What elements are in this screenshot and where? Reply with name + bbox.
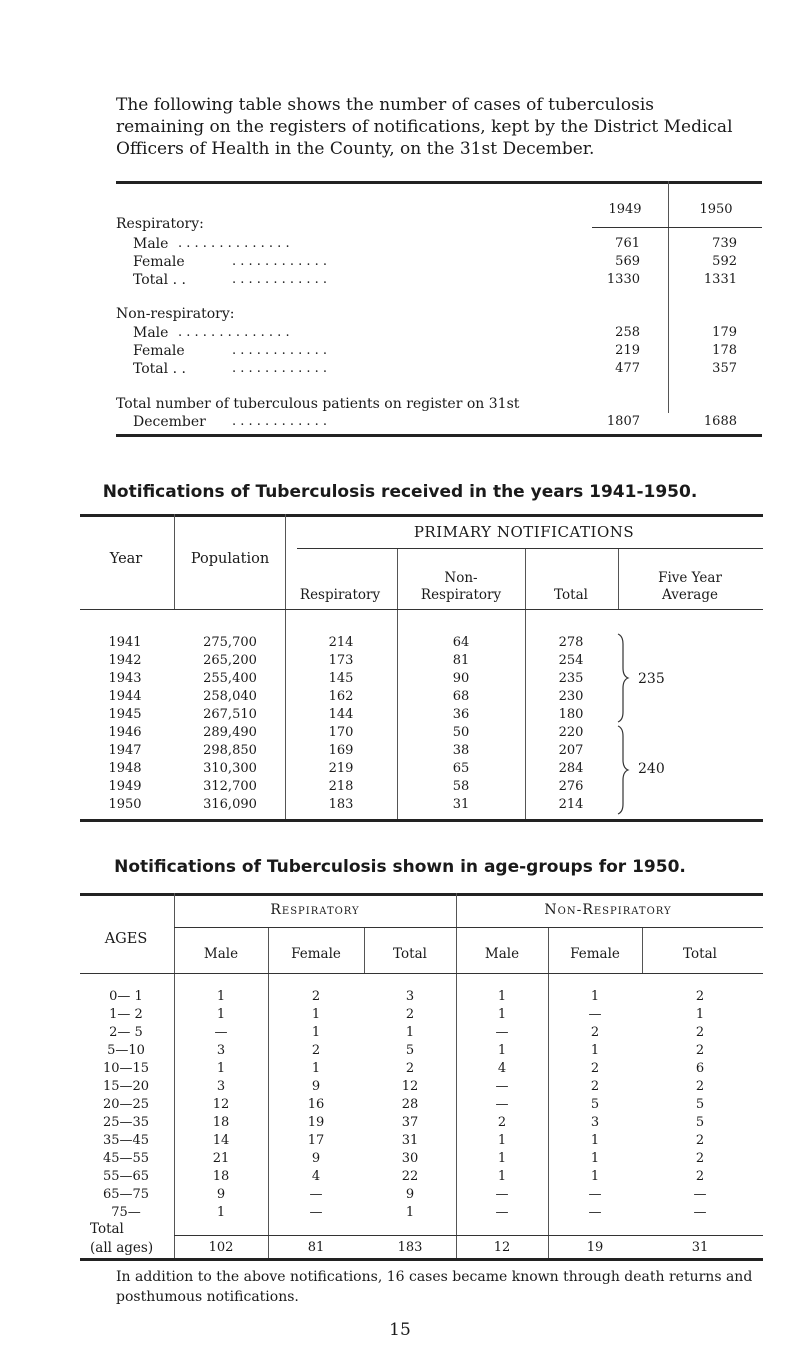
total-label-line2: December	[133, 414, 206, 430]
value-1949: 219	[615, 343, 640, 358]
group-header-respiratory: Respiratory	[270, 902, 360, 918]
nonresp-total: 2	[695, 1025, 705, 1040]
row-label: Male	[133, 325, 169, 341]
header-bottom-rule	[80, 609, 763, 610]
year: 1946	[108, 725, 142, 740]
col-header-respiratory: Respiratory	[299, 587, 381, 603]
footer-note: In addition to the above notifications, 16 cases became known through death returns and posthumous notifications.	[116, 1269, 753, 1305]
non-respiratory: 31	[452, 797, 470, 812]
non-respiratory: 64	[452, 635, 470, 650]
resp-total: 2	[405, 1007, 415, 1022]
resp-female: 1	[311, 1061, 321, 1076]
resp-male: 18	[212, 1169, 230, 1184]
respiratory: 144	[328, 707, 354, 722]
resp-male: 3	[216, 1043, 226, 1058]
age-group: 20—25	[102, 1097, 150, 1112]
leader-dots: . . . . . . . . . . . .	[232, 343, 328, 358]
column-divider	[642, 927, 643, 973]
total: 180	[558, 707, 584, 722]
group-header-non-respiratory: Non-Respiratory	[544, 902, 672, 918]
col-header-avg-1: Five Year	[658, 570, 722, 586]
table-top-rule	[116, 181, 762, 184]
year: 1944	[108, 689, 142, 704]
total-1949: 1807	[606, 414, 640, 429]
non-respiratory: 58	[452, 779, 470, 794]
age-group: 75—	[111, 1205, 141, 1220]
resp-total: 5	[405, 1043, 415, 1058]
respiratory: 169	[328, 743, 354, 758]
total-label-line1: Total number of tuberculous patients on register on 31st	[116, 396, 520, 412]
col-header-nonresp-male: Male	[484, 946, 520, 962]
table-top-rule	[80, 514, 763, 517]
nonresp-female: —	[588, 1187, 602, 1202]
non-respiratory: 65	[452, 761, 470, 776]
respiratory: 219	[328, 761, 354, 776]
nonresp-female: 1	[590, 989, 600, 1004]
col-header-nonresp-female: Female	[570, 946, 620, 962]
row-label: Female	[133, 343, 185, 359]
group-header-primary-notifications: PRIMARY NOTIFICATIONS	[413, 523, 635, 541]
col-header-avg-2: Average	[662, 587, 718, 603]
resp-male: 14	[212, 1133, 230, 1148]
resp-total: 30	[401, 1151, 419, 1166]
value-1949: 477	[615, 361, 640, 376]
resp-female: 1	[311, 1007, 321, 1022]
col-header-resp-male: Male	[203, 946, 239, 962]
non-respiratory: 50	[452, 725, 470, 740]
year: 1941	[108, 635, 142, 650]
leader-dots: . . . . . . . . . . . . . .	[178, 236, 290, 251]
respiratory-heading: Respiratory:	[116, 216, 204, 232]
nonresp-female: 2	[590, 1061, 600, 1076]
group-header-rule	[174, 927, 763, 928]
total-resp-male: 102	[208, 1240, 234, 1255]
nonresp-female: 2	[590, 1079, 600, 1094]
resp-male: 1	[216, 989, 226, 1004]
non-respiratory: 81	[452, 653, 470, 668]
total-row-rule	[174, 1235, 763, 1236]
leader-dots: . . . . . . . . . . . .	[232, 272, 328, 287]
notifications-title: Notifications of Tuberculosis received in the years 1941-1950.	[102, 482, 698, 502]
value-1950: 1331	[703, 272, 737, 287]
population: 289,490	[203, 725, 257, 740]
col-header-resp-female: Female	[291, 946, 341, 962]
nonresp-male: —	[495, 1079, 509, 1094]
column-divider	[268, 927, 269, 1258]
brace-icon	[618, 634, 628, 722]
header-rule	[592, 227, 762, 228]
nonresp-male: 1	[497, 1151, 507, 1166]
resp-female: 17	[307, 1133, 325, 1148]
nonresp-male: 1	[497, 1043, 507, 1058]
resp-total: 1	[405, 1025, 415, 1040]
nonresp-male: —	[495, 1187, 509, 1202]
resp-total: 9	[405, 1187, 415, 1202]
value-1949: 1330	[606, 272, 640, 287]
nonresp-female: 1	[590, 1151, 600, 1166]
population: 312,700	[203, 779, 257, 794]
age-group: 1— 2	[109, 1007, 143, 1022]
population: 267,510	[203, 707, 257, 722]
year: 1945	[108, 707, 142, 722]
total-label-2: (all ages)	[90, 1240, 154, 1256]
resp-male: —	[214, 1025, 228, 1040]
resp-male: 12	[212, 1097, 230, 1112]
total: 214	[558, 797, 584, 812]
table-bottom-rule	[116, 434, 762, 437]
age-group: 45—55	[102, 1151, 150, 1166]
column-divider	[456, 893, 457, 1258]
nonresp-male: 1	[497, 1133, 507, 1148]
row-label: Total . .	[133, 272, 186, 288]
year: 1947	[108, 743, 142, 758]
respiratory: 218	[328, 779, 354, 794]
total-nonresp-total: 31	[691, 1240, 709, 1255]
col-header-1949: 1949	[608, 202, 642, 217]
table-bottom-rule	[80, 819, 763, 822]
age-group: 65—75	[102, 1187, 150, 1202]
age-group: 10—15	[102, 1061, 150, 1076]
nonresp-male: 1	[497, 1169, 507, 1184]
brace-group	[612, 632, 632, 816]
resp-male: 1	[216, 1007, 226, 1022]
nonresp-male: 1	[497, 989, 507, 1004]
respiratory: 145	[328, 671, 354, 686]
col-header-total: Total	[554, 587, 588, 603]
population: 316,090	[203, 797, 257, 812]
leader-dots: . . . . . . . . . . . .	[232, 414, 328, 429]
column-divider	[668, 181, 669, 413]
column-divider	[174, 893, 175, 1258]
resp-total: 28	[401, 1097, 419, 1112]
row-label: Male	[133, 236, 169, 252]
nonresp-male: —	[495, 1097, 509, 1112]
nonresp-male: —	[495, 1205, 509, 1220]
table-bottom-rule	[80, 1258, 763, 1261]
col-header-nonresp-1: Non-	[444, 570, 478, 586]
resp-total: 37	[401, 1115, 419, 1130]
nonresp-total: 6	[695, 1061, 705, 1076]
nonresp-total: 2	[695, 989, 705, 1004]
respiratory: 214	[328, 635, 354, 650]
nonresp-male: —	[495, 1025, 509, 1040]
total: 220	[558, 725, 584, 740]
value-1950: 357	[712, 361, 737, 376]
resp-male: 1	[216, 1061, 226, 1076]
avg-1946-1950: 240	[638, 761, 665, 777]
resp-male: 9	[216, 1187, 226, 1202]
intro-paragraph: The following table shows the number of cases of tuberculosis remaining on the registers of notifications, kept by the District Medical Officers of Health in the County, on the 31st December.	[116, 95, 733, 159]
nonrespiratory-heading: Non-respiratory:	[116, 306, 235, 322]
non-respiratory: 38	[452, 743, 470, 758]
age-groups-title: Notifications of Tuberculosis shown in age-groups for 1950.	[114, 857, 686, 877]
nonresp-female: —	[588, 1007, 602, 1022]
nonresp-total: 2	[695, 1151, 705, 1166]
nonresp-total: 2	[695, 1079, 705, 1094]
nonresp-female: —	[588, 1205, 602, 1220]
age-group: 55—65	[102, 1169, 150, 1184]
total: 278	[558, 635, 584, 650]
leader-dots: . . . . . . . . . . . .	[232, 361, 328, 376]
nonresp-total: 2	[695, 1043, 705, 1058]
resp-total: 31	[401, 1133, 419, 1148]
resp-total: 12	[401, 1079, 419, 1094]
non-respiratory: 68	[452, 689, 470, 704]
nonresp-male: 4	[497, 1061, 507, 1076]
resp-female: —	[309, 1187, 323, 1202]
nonresp-female: 3	[590, 1115, 600, 1130]
year: 1948	[108, 761, 142, 776]
row-label: Female	[133, 254, 185, 270]
value-1950: 178	[712, 343, 737, 358]
resp-total: 22	[401, 1169, 419, 1184]
population: 255,400	[203, 671, 257, 686]
avg-1941-1945: 235	[638, 671, 665, 687]
total-resp-female: 81	[307, 1240, 325, 1255]
nonresp-female: 1	[590, 1133, 600, 1148]
nonresp-total: —	[693, 1187, 707, 1202]
row-label: Total . .	[133, 361, 186, 377]
resp-male: 21	[212, 1151, 230, 1166]
col-header-ages: AGES	[104, 931, 148, 947]
total: 284	[558, 761, 584, 776]
column-divider	[174, 514, 175, 610]
resp-total: 1	[405, 1205, 415, 1220]
total-resp-total: 183	[397, 1240, 423, 1255]
respiratory: 183	[328, 797, 354, 812]
col-header-year: Year	[109, 551, 143, 567]
population: 275,700	[203, 635, 257, 650]
resp-female: 2	[311, 989, 321, 1004]
resp-female: 4	[311, 1169, 321, 1184]
total-nonresp-female: 19	[586, 1240, 604, 1255]
column-divider	[618, 548, 619, 610]
total-nonresp-male: 12	[493, 1240, 511, 1255]
total: 235	[558, 671, 584, 686]
nonresp-total: 1	[695, 1007, 705, 1022]
nonresp-total: 2	[695, 1169, 705, 1184]
col-header-nonresp-total: Total	[683, 946, 717, 962]
column-divider	[397, 548, 398, 819]
total: 230	[558, 689, 584, 704]
resp-female: 9	[311, 1079, 321, 1094]
resp-male: 18	[212, 1115, 230, 1130]
non-respiratory: 36	[452, 707, 470, 722]
table-top-rule	[80, 893, 763, 896]
total-1950: 1688	[703, 414, 737, 429]
column-divider	[525, 548, 526, 819]
age-group: 35—45	[102, 1133, 150, 1148]
total-label-1: Total	[90, 1221, 124, 1237]
year: 1942	[108, 653, 142, 668]
value-1950: 739	[712, 236, 737, 251]
age-group: 15—20	[102, 1079, 150, 1094]
non-respiratory: 90	[452, 671, 470, 686]
resp-female: 16	[307, 1097, 325, 1112]
nonresp-female: 2	[590, 1025, 600, 1040]
respiratory: 173	[328, 653, 354, 668]
value-1949: 258	[615, 325, 640, 340]
nonresp-female: 1	[590, 1043, 600, 1058]
population: 258,040	[203, 689, 257, 704]
resp-female: 9	[311, 1151, 321, 1166]
resp-female: 19	[307, 1115, 325, 1130]
page-number: 15	[389, 1320, 411, 1340]
value-1950: 592	[712, 254, 737, 269]
leader-dots: . . . . . . . . . . . . . .	[178, 325, 290, 340]
leader-dots: . . . . . . . . . . . .	[232, 254, 328, 269]
resp-female: 2	[311, 1043, 321, 1058]
value-1949: 761	[615, 236, 640, 251]
total: 254	[558, 653, 584, 668]
resp-male: 3	[216, 1079, 226, 1094]
nonresp-female: 1	[590, 1169, 600, 1184]
brace-icon	[618, 726, 628, 814]
column-divider	[285, 514, 286, 819]
nonresp-total: 2	[695, 1133, 705, 1148]
age-group: 25—35	[102, 1115, 150, 1130]
population: 265,200	[203, 653, 257, 668]
population: 310,300	[203, 761, 257, 776]
age-group: 5—10	[107, 1043, 145, 1058]
column-divider	[364, 927, 365, 973]
column-divider	[548, 927, 549, 1258]
col-header-1950: 1950	[699, 202, 733, 217]
respiratory: 162	[328, 689, 354, 704]
value-1950: 179	[712, 325, 737, 340]
total: 276	[558, 779, 584, 794]
resp-female: 1	[311, 1025, 321, 1040]
value-1949: 569	[615, 254, 640, 269]
year: 1950	[108, 797, 142, 812]
respiratory: 170	[328, 725, 354, 740]
col-header-population: Population	[190, 551, 270, 567]
nonresp-total: —	[693, 1205, 707, 1220]
subheader-rule	[297, 548, 763, 549]
resp-total: 2	[405, 1061, 415, 1076]
col-header-resp-total: Total	[393, 946, 427, 962]
resp-male: 1	[216, 1205, 226, 1220]
nonresp-total: 5	[695, 1115, 705, 1130]
population: 298,850	[203, 743, 257, 758]
col-header-nonresp-2: Respiratory	[420, 587, 502, 603]
year: 1949	[108, 779, 142, 794]
nonresp-total: 5	[695, 1097, 705, 1112]
nonresp-male: 2	[497, 1115, 507, 1130]
age-group: 0— 1	[109, 989, 143, 1004]
age-group: 2— 5	[109, 1025, 143, 1040]
nonresp-male: 1	[497, 1007, 507, 1022]
total: 207	[558, 743, 584, 758]
nonresp-female: 5	[590, 1097, 600, 1112]
resp-total: 3	[405, 989, 415, 1004]
year: 1943	[108, 671, 142, 686]
resp-female: —	[309, 1205, 323, 1220]
header-bottom-rule	[80, 973, 763, 974]
